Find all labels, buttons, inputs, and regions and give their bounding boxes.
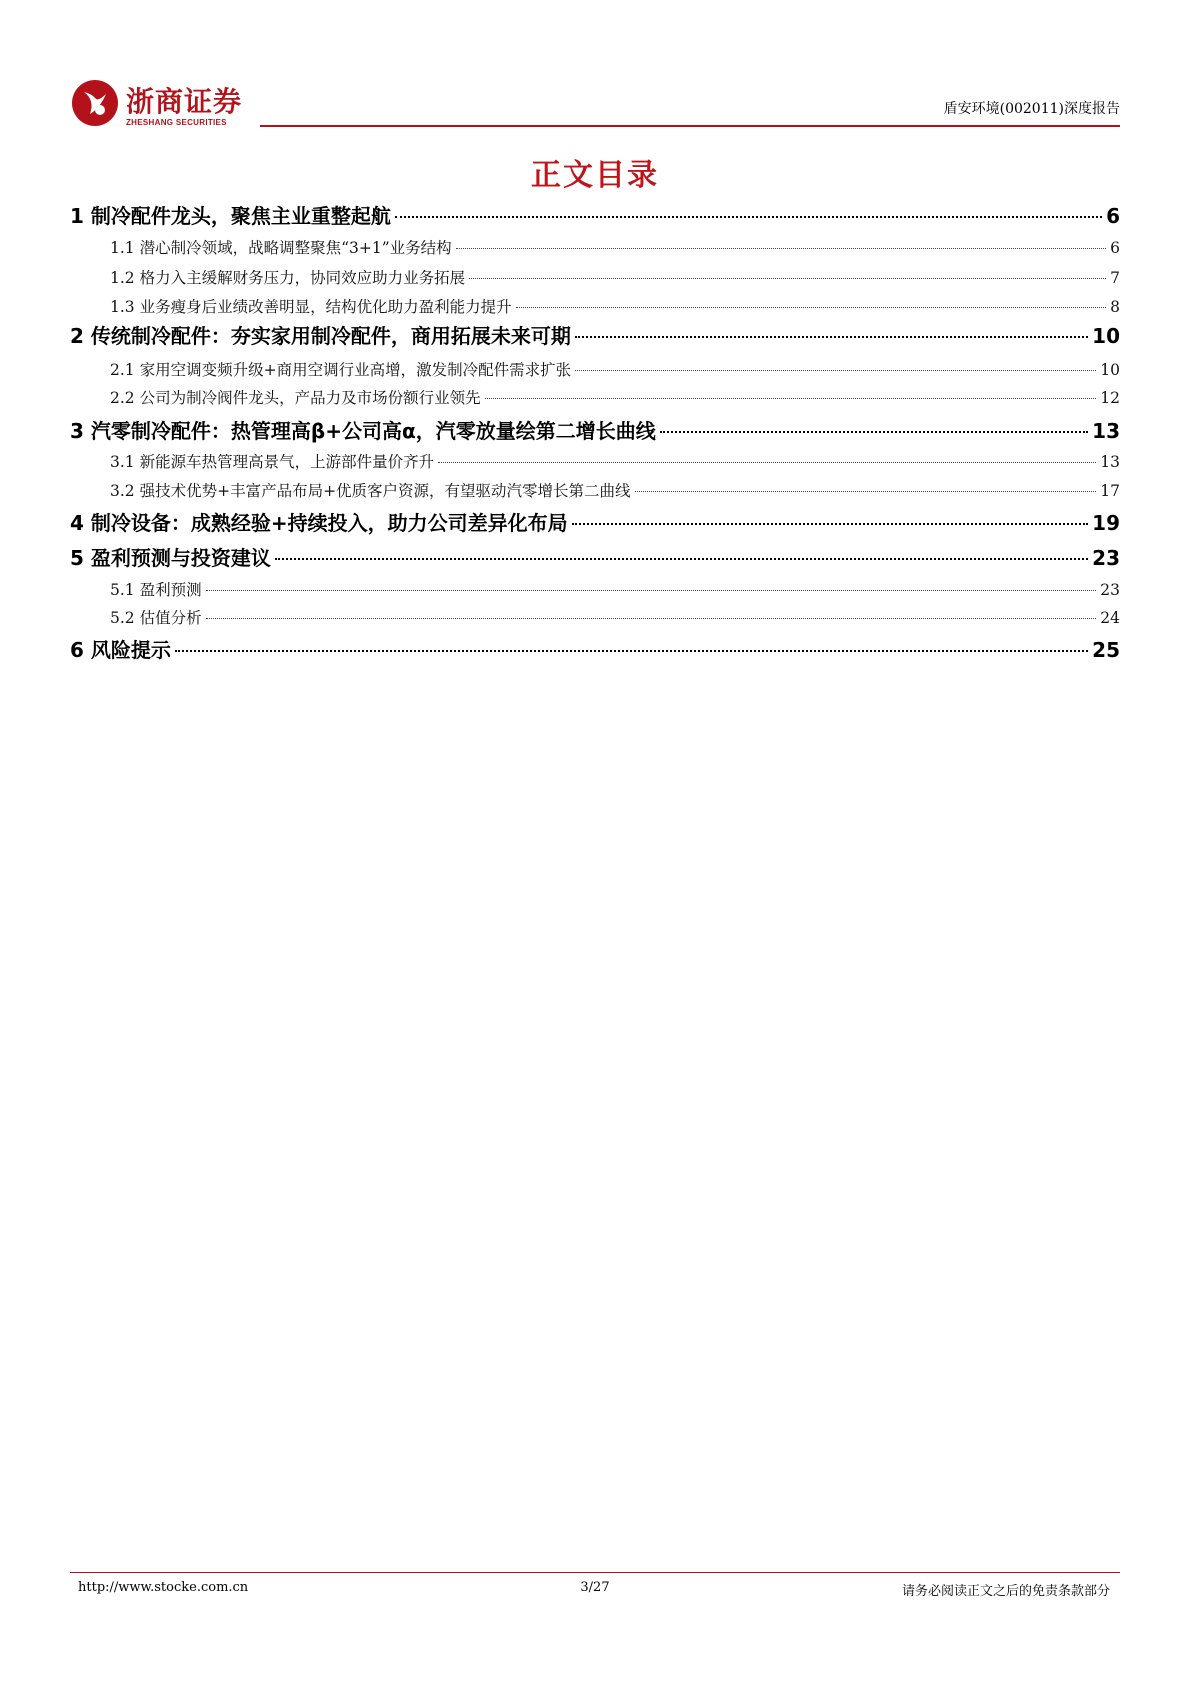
toc-entry-page: 6 (1106, 204, 1120, 228)
logo-mark-icon (70, 78, 120, 128)
toc-leader-dots (575, 370, 1096, 371)
toc-section-entry[interactable] (70, 200, 1120, 229)
toc-subsection-entry[interactable] (70, 479, 1120, 501)
toc-subsection-entry[interactable] (70, 236, 1120, 258)
toc-entry-page: 7 (1110, 269, 1120, 287)
toc-entry-page: 8 (1110, 298, 1120, 316)
toc-entry-label: 6 风险提示 (70, 638, 171, 662)
toc-entry-label: 1 制冷配件龙头，聚焦主业重整起航 (70, 204, 391, 228)
page-number: 3/27 (580, 1580, 610, 1595)
toc-section-entry[interactable] (70, 415, 1120, 444)
page-footer (70, 1572, 1120, 1612)
toc-leader-dots (575, 336, 1088, 338)
toc-entry-page: 23 (1100, 581, 1120, 599)
toc-leader-dots (635, 491, 1097, 492)
toc-leader-dots (572, 523, 1089, 525)
toc-subsection-entry[interactable] (70, 450, 1120, 472)
page-header (70, 70, 1120, 130)
toc-leader-dots (485, 398, 1097, 399)
toc-entry-label: 5 盈利预测与投资建议 (70, 546, 271, 570)
toc-entry-page: 19 (1092, 511, 1120, 535)
toc-entry-page: 23 (1092, 546, 1120, 570)
toc-entry-label: 1.1 潜心制冷领域，战略调整聚焦“3+1”业务结构 (110, 239, 452, 257)
toc-entry-label: 5.2 估值分析 (110, 609, 202, 627)
toc-entry-page: 13 (1092, 419, 1120, 443)
toc-entry-page: 25 (1092, 638, 1120, 662)
toc-leader-dots (175, 650, 1088, 652)
toc-section-entry[interactable] (70, 320, 1120, 349)
toc-entry-label: 3.2 强技术优势+丰富产品布局+优质客户资源，有望驱动汽零增长第二曲线 (110, 482, 631, 500)
logo-chinese-name: 浙商证券 (126, 85, 243, 118)
toc-heading: 正文目录 (531, 158, 659, 193)
toc-entry-page: 10 (1092, 324, 1120, 348)
toc-entry-label: 2 传统制冷配件：夯实家用制冷配件，商用拓展未来可期 (70, 324, 571, 348)
toc-entry-label: 1.3 业务瘦身后业绩改善明显，结构优化助力盈利能力提升 (110, 298, 512, 316)
toc-entry-label: 5.1 盈利预测 (110, 581, 202, 599)
toc-entry-label: 3 汽零制冷配件：热管理高β+公司高α，汽零放量绘第二增长曲线 (70, 419, 656, 443)
toc-leader-dots (438, 462, 1096, 463)
logo-english-name: ZHESHANG SECURITIES (126, 118, 227, 127)
footer-disclaimer: 请务必阅读正文之后的免责条款部分 (901, 1584, 1110, 1599)
toc-entry-page: 6 (1110, 239, 1120, 257)
toc-entry-label: 1.2 格力入主缓解财务压力，协同效应助力业务拓展 (110, 269, 466, 287)
footer-divider (70, 1572, 1120, 1573)
toc-leader-dots (206, 590, 1097, 591)
toc-subsection-entry[interactable] (70, 295, 1120, 317)
toc-leader-dots (395, 216, 1102, 218)
toc-entry-label: 2.2 公司为制冷阀件龙头，产品力及市场份额行业领先 (110, 389, 481, 407)
document-title: 盾安环境(002011)深度报告 (943, 101, 1120, 117)
toc-leader-dots (456, 248, 1106, 249)
toc-entry-page: 17 (1100, 482, 1120, 500)
toc-subsection-entry[interactable] (70, 358, 1120, 380)
toc-section-entry[interactable] (70, 542, 1120, 571)
company-logo (70, 78, 260, 130)
header-divider (260, 125, 1120, 127)
toc-leader-dots (206, 618, 1097, 619)
toc-leader-dots (469, 278, 1106, 279)
toc-entry-label: 2.1 家用空调变频升级+商用空调行业高增，激发制冷配件需求扩张 (110, 361, 572, 379)
toc-section-entry[interactable] (70, 507, 1120, 536)
toc-leader-dots (516, 307, 1107, 308)
toc-entry-page: 10 (1100, 361, 1120, 379)
toc-entry-page: 13 (1100, 453, 1120, 471)
toc-subsection-entry[interactable] (70, 578, 1120, 600)
toc-leader-dots (660, 431, 1088, 433)
toc-leader-dots (275, 558, 1088, 560)
toc-section-entry[interactable] (70, 634, 1120, 663)
toc-subsection-entry[interactable] (70, 606, 1120, 628)
toc-subsection-entry[interactable] (70, 266, 1120, 288)
footer-website-link[interactable]: http://www.stocke.com.cn (78, 1580, 249, 1595)
toc-subsection-entry[interactable] (70, 386, 1120, 408)
toc-entry-label: 3.1 新能源车热管理高景气，上游部件量价齐升 (110, 453, 435, 471)
toc-entry-page: 12 (1100, 389, 1120, 407)
toc-entry-label: 4 制冷设备：成熟经验+持续投入，助力公司差异化布局 (70, 511, 568, 535)
toc-entry-page: 24 (1100, 609, 1120, 627)
